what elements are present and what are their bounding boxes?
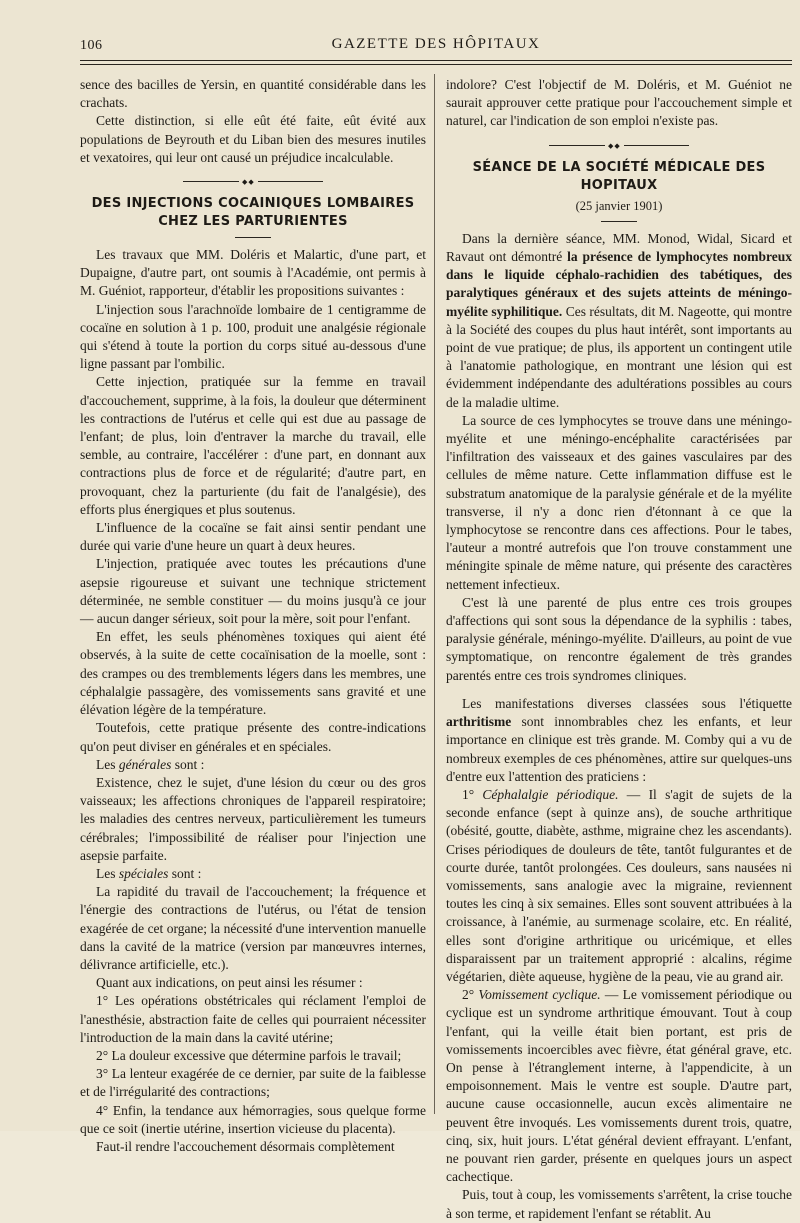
title-rule — [601, 221, 637, 222]
section-title: SÉANCE DE LA SOCIÉTÉ MÉDICALE DES HOPITAUX — [472, 159, 766, 193]
text-run: sont : — [171, 756, 205, 772]
text-run: Les manifestations diverses classées sous l'étiquette — [462, 695, 792, 711]
text-run: sont : — [168, 865, 202, 881]
paragraph: L'injection, pratiquée avec toutes les précautions d'une asepsie rigoureuse et suivant une technique strictement déterminée, ne semble constituer — du moins jusqu'à ce jour — aucun danger sérieux, soit pour la mère, soit pour l'enfant. — [80, 556, 426, 627]
paragraph: En effet, les seuls phénomènes toxiques qui aient été observés, à la suite de cette cocaïnisation de la moelle, sont : des crampes ou des tremblements légers dans les membres, une céphalalgie passagère, des vomissements sans gravité et une élévation légère de la température. — [80, 629, 426, 718]
paragraph: La source de ces lymphocytes se trouve dans une méningo-myélite et une méningo-encéphalite caractérisées par l'infiltration des vaisseaux et des gaines vasculaires par des cellules de même nature. Cette inflammation diffuse est le substratum anatomique de la paralysie générale et de la myélite transverse, il n'y a donc rien d'étonnant à ce que la lymphocytose se rencontre dans ces affections. Pour le tabes, l'auteur a montré autrefois que l'on trouve constamment une méningite spinale de même nature, qui présente des caractères nettement infectieux. — [446, 412, 792, 592]
paragraph: Cette distinction, si elle eût été faite, eût évité aux populations de Beyrouth et du Liban bien des mesures inutiles et vexatoires, qui leur ont causé un préjudice incalculable. — [80, 113, 426, 165]
paragraph — [446, 230, 792, 412]
article-title-line-2: CHEZ LES PARTURIENTES — [158, 214, 348, 230]
paragraph — [446, 786, 792, 986]
bold-passage: la présence de lymphocytes nombreux dans le liquide céphalo-rachidien des tabétiques, des paralytiques généraux et des sujets atteints de méningo-myélite syphilitique. — [446, 249, 792, 319]
paragraph — [80, 756, 426, 774]
paragraph: 1° Les opérations obstétricales qui réclament l'emploi de l'anesthésie, abstraction faite de celles qui pourraient nécessiter l'introduction de la main dans la cavité utérine; — [80, 993, 426, 1045]
paragraph — [446, 986, 792, 1186]
text-run: Ces résultats, dit M. Nageotte, qui montre à la Société des coupes du plus haut intérêt, sont importants au point de vue pratique; de plus, ils apportent un contingent utile à l'anatomie pathologique, en montrant une lésion qui est évidemment indépendante des adultérations possibles au cours de la maladie ultime. — [446, 303, 792, 410]
italic-term: Céphalalgie périodique. — [482, 786, 619, 802]
paragraph — [80, 865, 426, 883]
right-column — [446, 76, 793, 1221]
article-title-line-1: DES INJECTIONS COCAINIQUES LOMBAIRES — [91, 196, 415, 212]
text-run: 1° — [462, 786, 483, 802]
text-run: sont innombrables chez les enfants, et leur importance en clinique est très grande. M. Comby qui a vu de nombreux exemples de ces phénomènes, attire sur quelques-uns d'entre eux l'attention des praticiens : — [446, 714, 792, 784]
article-title — [80, 195, 426, 231]
page-header — [80, 34, 792, 58]
paragraph: La rapidité du travail de l'accouchement; la fréquence et l'énergie des contractions de l'utérus, ou l'état de tension exagérée de cet organe; la nécessité d'une intervention manuelle dans la cavité de la matrice (version par manœuvres internes, délivrance artificielle, etc.). — [80, 884, 426, 972]
paragraph: indolore? C'est l'objectif de M. Doléris, et M. Guéniot ne saurait approuver cette pratique pour l'accouchement simple et naturel, car l'indication de son emploi n'existe pas. — [446, 77, 792, 129]
text-run: — Le vomissement périodique ou cyclique est un syndrome arthritique émouvant. Tout à coup l'enfant, qui la veille était bien portant, est pris de vomissements incoercibles avec fièvre, état général grave, etc. On pense à l'étranglement interne, à l'appendicite, à un empoisonnement. Mais le ventre est souple. D'autre part, aucune cause occasionnelle, aucun excès alimentaire ne peuvent être invoqués. Les vomissements durent trois, quatre, cinq, six, huit jours. L'état général devient effrayant. L'enfant, ne pouvant rien garder, présente en quelques jours un aspect cachectique. — [446, 987, 792, 1185]
paragraph: L'injection sous l'arachnoïde lombaire de 1 centigramme de cocaïne en solution à 1 p. 100, produit une analgésie régionale qui s'étend à toute la portion du corps situé au-dessous d'une ligne passant par l'ombilic. — [80, 301, 426, 372]
paragraph: C'est là une parenté de plus entre ces trois groupes d'affections qui sont sous la dépendance de la syphilis : tabes, paralysie générale, méningo-myélite. D'ailleurs, au point de vue symptomatique, on rencontre également de très grandes parentés entre ces trois syndromes cliniques. — [446, 594, 792, 683]
header-rule-thin — [80, 64, 792, 65]
italic-term: spéciales — [118, 865, 169, 881]
header-rule — [80, 60, 792, 61]
italic-term: générales — [118, 756, 172, 772]
text-run: Les — [96, 756, 119, 772]
paragraph — [446, 695, 792, 786]
text-run: Les — [96, 865, 119, 881]
paragraph: L'influence de la cocaïne se fait ainsi sentir pendant une durée qui varie d'une heure un quart à deux heures. — [80, 520, 426, 554]
left-column — [80, 76, 426, 1154]
meeting-date: (25 janvier 1901) — [575, 198, 663, 213]
text-run: 2° — [462, 987, 479, 1003]
column-separator — [434, 74, 435, 1114]
section-ornament — [549, 141, 689, 149]
paragraph: Les travaux que MM. Doléris et Malartic, d'une part, et Dupaigne, d'autre part, ont soumis à l'Académie, ont permis à M. Guéniot, rapporteur, d'établir les propositions suivantes : — [80, 247, 426, 299]
bold-term: arthritisme — [446, 714, 512, 730]
page-number: 106 — [80, 38, 103, 53]
paragraph: Cette injection, pratiquée sur la femme en travail d'accouchement, supprime, à la fois, la douleur que déterminent les contractions de l'utérus et celle qui est due au passage de l'enfant; de plus, loin d'entraver la marche du travail, elle semble, au contraire, l'accélérer : d'une part, en donnant aux contractions plus de force et de régularité; d'autre part, en provoquant, chez la parturiente (du fait de l'analgésie), des efforts plus énergiques et plus soutenus. — [80, 374, 426, 517]
paragraph: 4° Enfin, la tendance aux hémorragies, sous quelque forme que ce soit (inertie utérine, insertion vicieuse du placenta). — [80, 1102, 426, 1136]
text-run: — Il s'agit de sujets de la seconde enfance (sept à quinze ans), de souche arthritique (obésité, goutte, diabète, asthme, migraine chez les ascendants). Crises périodiques de douleurs de tête, tantôt fulgurantes et de courte durée, tantôt prolongées. Ces douleurs, sans nausées ni vomissements, sans analogie avec la migraine, reviennent toutes les cinq à six semaines. Elles sont souvent attribuées à la croissance, à l'anémie, au surmenage scolaire, etc. En réalité, elles sont d'origine arthritique ou uricémique, et elles disparaissent par un traitement approprié : alcalins, régime végétarien, diète aqueuse, hygiène de la peau, vie au grand air. — [446, 786, 793, 984]
text-run: Dans la dernière séance, MM. Monod, Widal, Sicard et Ravaut ont démontré — [446, 230, 792, 265]
section-ornament — [183, 177, 323, 185]
paragraph: Quant aux indications, on peut ainsi les résumer : — [96, 975, 363, 991]
paragraph: sence des bacilles de Yersin, en quantité considérable dans les crachats. — [80, 77, 426, 111]
paragraph: Existence, chez le sujet, d'une lésion du cœur ou des gros vaisseaux; les affections chroniques de l'appareil respiratoire; les maladies des centres nerveux, particulièrement les tumeurs cérébrales; l'impossibilité de réaliser pour l'injection une asepsie parfaite. — [80, 774, 426, 863]
italic-term: Vomissement cyclique. — [478, 987, 601, 1003]
paragraph: Toutefois, cette pratique présente des contre-indications qu'on peut diviser en générales et en spéciales. — [80, 720, 426, 754]
title-rule — [235, 237, 271, 238]
paragraph: 2° La douleur excessive que détermine parfois le travail; — [96, 1047, 402, 1063]
paragraph: 3° La lenteur exagérée de ce dernier, par suite de la faiblesse et de l'irrégularité des contractions; — [80, 1066, 426, 1100]
paragraph: Faut-il rendre l'accouchement désormais complètement — [96, 1138, 395, 1154]
journal-title: GAZETTE DES HÔPITAUX — [331, 36, 541, 52]
paragraph: Puis, tout à coup, les vomissements s'arrêtent, la crise touche à son terme, et rapidement l'enfant se rétablit. Au — [446, 1187, 792, 1221]
